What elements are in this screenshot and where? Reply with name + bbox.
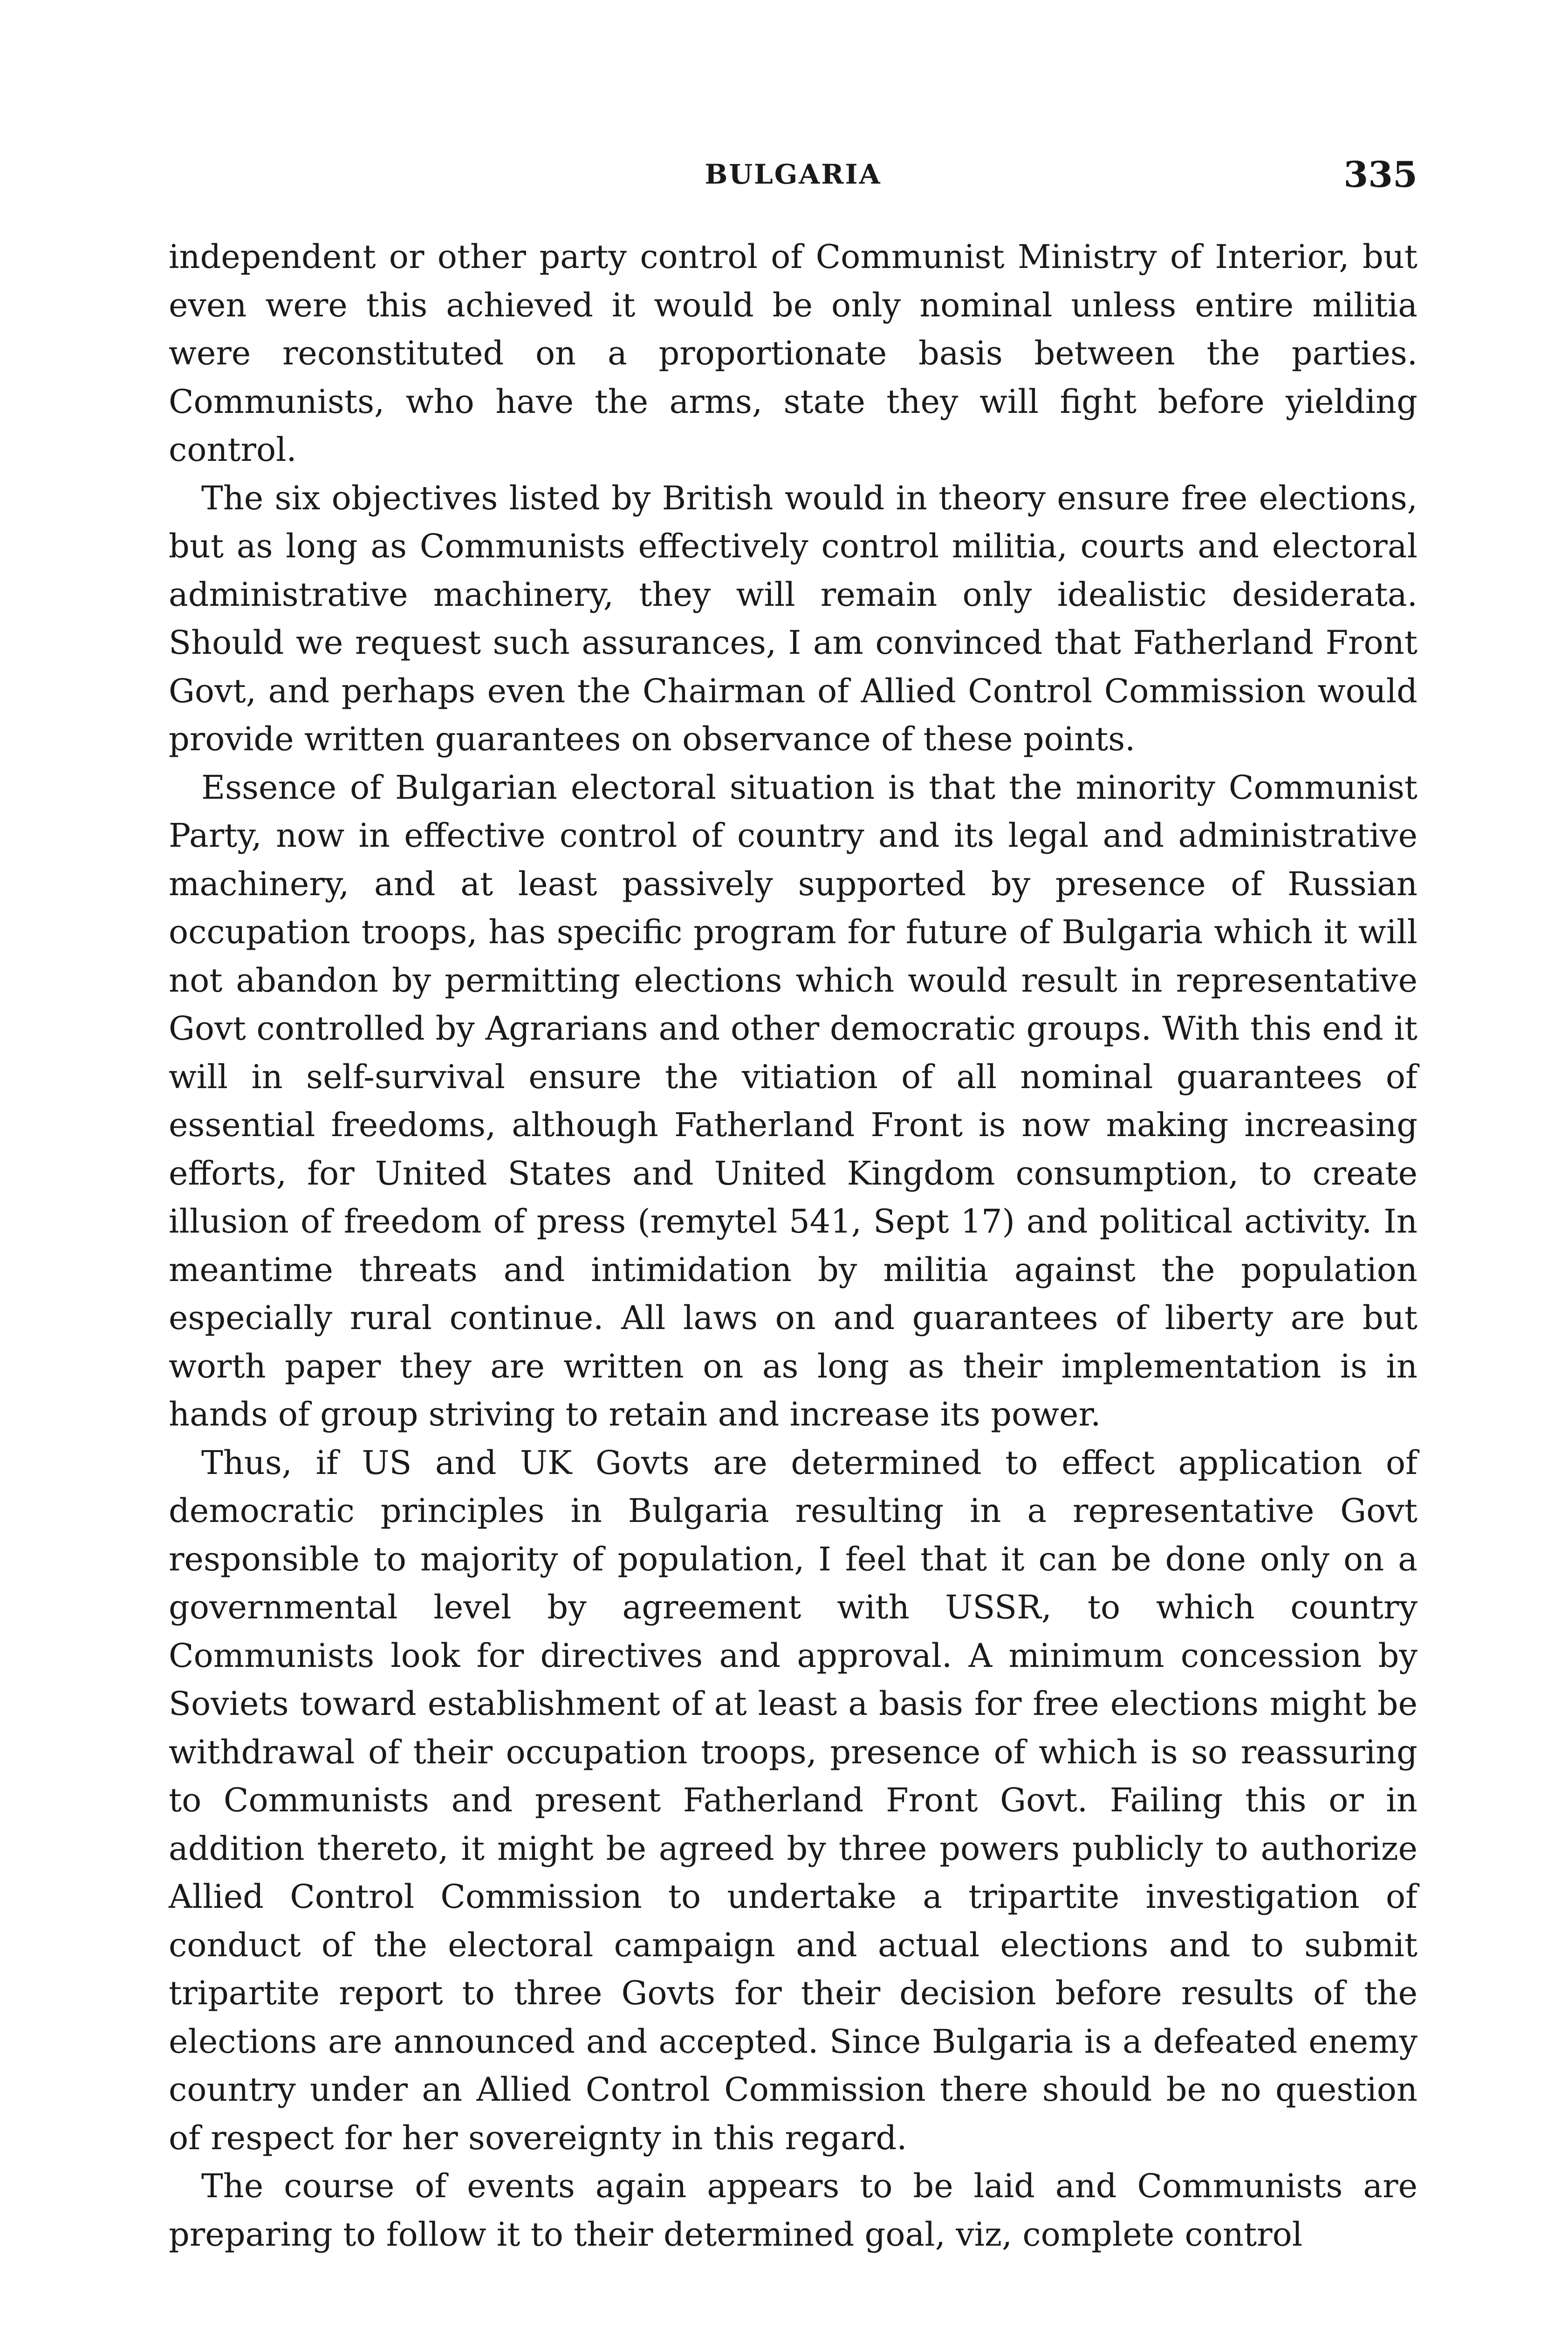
paragraph-continued: independent or other party control of Communist Ministry of Interior, but even were this achieved it would be only nominal unless entire militia were reconstituted on a proportionate basis between the parties. Communists, who have the arms, state they will fight before yielding control. [169,238,1417,469]
paragraph-course-of-events: The course of events again appears to be laid and Communists are preparing to follow it to their determined goal, viz, complete control [169,2167,1417,2254]
paragraph-governmental-agreement: Thus, if US and UK Govts are determined to effect application of democratic principles in Bulgaria resulting in a representative Govt responsible to majority of population, I feel that it can be done only on a governmental level by agreement with USSR, to which country Communists look for directives and approval. A minimum concession by Soviets toward establishment of at least a basis for free elections might be withdrawal of their occupation troops, presence of which is so reassuring to Communists and present Fatherland Front Govt. Failing this or in addition thereto, it might be agreed by three powers publicly to authorize Allied Control Commission to undertake a tripartite investigation of conduct of the electoral campaign and actual elections and to submit tripartite report to three Govts for their decision before results of the elections are announced and accepted. Since Bulgaria is a defeated enemy country under an Allied Control Commission there should be no question of respect for her sovereignty in this regard. [169,1443,1417,2157]
paragraph-electoral-situation: Essence of Bulgarian electoral situation is that the minority Communist Party, now in effective control of country and its legal and administrative machinery, and at least passively supported by presence of Russian occupation troops, has specific program for future of Bulgaria which it will not abandon by permitting elections which would result in representative Govt controlled by Agrarians and other democratic groups. With this end it will in self-survival ensure the vitiation of all nominal guarantees of essential freedoms, although Fatherland Front is now making increasing efforts, for United States and United Kingdom consumption, to create illusion of freedom of press (remytel 541, Sept 17) and political activity. In meantime threats and intimidation by militia against the population especially rural continue. All laws on and guarantees of liberty are but worth paper they are written on as long as their implementation is in hands of group striving to retain and increase its power. [169,768,1417,1433]
paragraph-british-objectives: The six objectives listed by British would in theory ensure free elections, but as long as Communists effectively control militia, courts and electoral administrative machinery, they will remain only idealistic desiderata. Should we request such assurances, I am convinced that Fatherland Front Govt, and perhaps even the Chairman of Allied Control Commission would provide written guarantees on observance of these points. [169,479,1417,758]
running-header [169,154,1417,200]
body-text [169,233,1417,2259]
running-title: BULGARIA [705,158,882,190]
page-number: 335 [1343,154,1417,195]
